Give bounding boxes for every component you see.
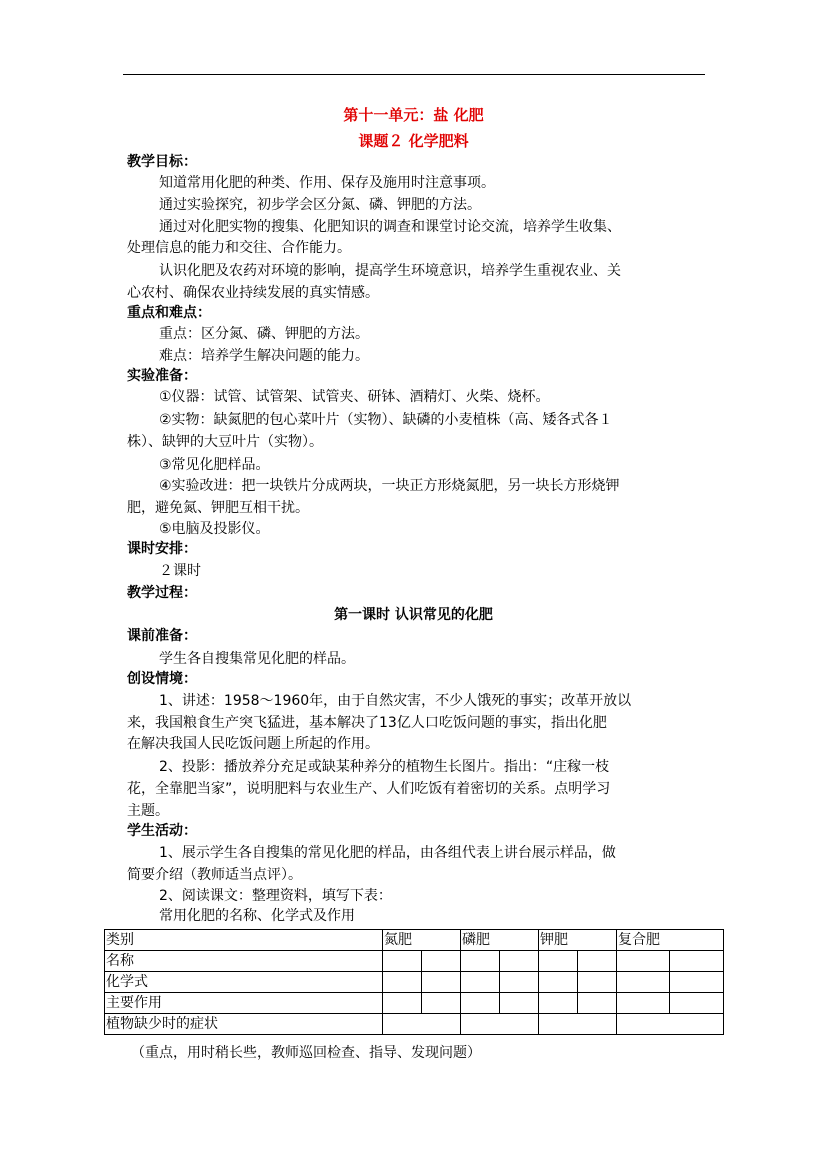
table-cell [617, 972, 670, 993]
activity-line: 1、展示学生各自搜集的常见化肥的样品，由各组代表上讲台展示样品，做 [159, 845, 616, 861]
time-value: ２课时 [159, 563, 201, 579]
table-cell [578, 951, 617, 972]
prep-line: 肥，避免氮、钾肥互相干扰。 [127, 500, 309, 516]
table-cell [383, 993, 422, 1014]
key-point: 重点：区分氮、磷、钾肥的方法。 [159, 326, 369, 342]
table-cell [383, 972, 422, 993]
prep-line: ④实验改进：把一块铁片分成两块，一块正方形烧氮肥，另一块长方形烧钾 [159, 478, 620, 494]
table-cell [500, 993, 539, 1014]
table-caption: 常用化肥的名称、化学式及作用 [159, 908, 355, 924]
table-cell [383, 1014, 461, 1035]
prep-heading: 实验准备： [127, 368, 197, 384]
prep-line: ①仪器：试管、试管架、试管夹、研钵、酒精灯、火柴、烧杯。 [159, 389, 550, 405]
unit-title: 第十一单元：盐 化肥 [343, 106, 484, 124]
table-header-cell: 类别 [105, 930, 383, 951]
goal-line: 知道常用化肥的种类、作用、保存及施用时注意事项。 [159, 175, 495, 191]
table-header-row [105, 930, 724, 951]
table-header-cell: 钾肥 [539, 930, 617, 951]
goal-line: 通过对化肥实物的搜集、化肥知识的调查和课堂讨论交流，培养学生收集、 [159, 219, 621, 235]
lesson-title: 课题２ 化学肥料 [358, 132, 469, 150]
table-cell [461, 1014, 539, 1035]
activity-line: 2、阅读课文：整理资料，填写下表： [159, 888, 392, 904]
goal-line: 认识化肥及农药对环境的影响，提高学生环境意识，培养学生重视农业、关 [159, 263, 621, 279]
table-cell [670, 951, 724, 972]
prep-line: ②实物：缺氮肥的包心菜叶片（实物）、缺磷的小麦植株（高、矮各式各１ [159, 412, 613, 428]
pre-heading: 课前准备： [127, 628, 197, 644]
row-label: 化学式 [105, 972, 383, 993]
table-cell [539, 972, 578, 993]
activity-line: 简要介绍（教师适当点评）。 [127, 867, 302, 883]
goal-line: 心农村、确保农业持续发展的真实情感。 [127, 285, 379, 301]
table-row [105, 951, 724, 972]
key-heading: 重点和难点： [127, 305, 211, 321]
table-cell [617, 1014, 724, 1035]
table-cell [670, 993, 724, 1014]
table-cell [670, 972, 724, 993]
table-cell [461, 993, 500, 1014]
fertilizer-table [104, 929, 724, 1035]
key-point: 难点：培养学生解决问题的能力。 [159, 348, 369, 364]
process-heading: 教学过程： [127, 585, 197, 601]
table-cell [500, 951, 539, 972]
table-cell [578, 993, 617, 1014]
row-label: 名称 [105, 951, 383, 972]
table-cell [539, 1014, 617, 1035]
scene-line: 2、投影：播放养分充足或缺某种养分的植物生长图片。指出：“庄稼一枝 [159, 759, 610, 775]
table-cell [422, 993, 461, 1014]
table-cell [461, 972, 500, 993]
table-cell [578, 972, 617, 993]
table-cell [422, 951, 461, 972]
table-cell [383, 951, 422, 972]
table-header-cell: 氮肥 [383, 930, 461, 951]
table-row [105, 1014, 724, 1035]
scene-line: 在解决我国人民吃饭问题上所起的作用。 [127, 736, 379, 752]
activity-heading: 学生活动： [127, 823, 197, 839]
row-label: 植物缺少时的症状 [105, 1014, 383, 1035]
table-header-cell: 磷肥 [461, 930, 539, 951]
row-label: 主要作用 [105, 993, 383, 1014]
table-cell [422, 972, 461, 993]
time-heading: 课时安排： [127, 541, 197, 557]
scene-line: 花，全靠肥当家”，说明肥料与农业生产、人们吃饭有着密切的关系。点明学习 [127, 781, 611, 797]
header-rule [123, 74, 705, 75]
scene-line: 来，我国粮食生产突飞猛进，基本解决了13亿人口吃饭问题的事实，指出化肥 [127, 715, 607, 731]
table-row [105, 993, 724, 1014]
pre-text: 学生各自搜集常见化肥的样品。 [159, 651, 355, 667]
table-cell [539, 951, 578, 972]
scene-heading: 创设情境： [127, 671, 197, 687]
table-cell [461, 951, 500, 972]
prep-line: 株）、缺钾的大豆叶片（实物）。 [127, 434, 323, 450]
table-header-cell: 复合肥 [617, 930, 724, 951]
goal-line: 处理信息的能力和交往、合作能力。 [127, 240, 351, 256]
goals-heading: 教学目标： [127, 154, 197, 170]
table-cell [617, 951, 670, 972]
prep-line: ③常见化肥样品。 [159, 457, 270, 473]
period-title: 第一课时 认识常见的化肥 [334, 607, 493, 623]
table-cell [617, 993, 670, 1014]
scene-line: 主题。 [127, 803, 169, 819]
scene-line: 1、讲述：1958～1960年，由于自然灾害，不少人饿死的事实；改革开放以 [159, 693, 632, 709]
table-cell [539, 993, 578, 1014]
goal-line: 通过实验探究，初步学会区分氮、磷、钾肥的方法。 [159, 197, 481, 213]
table-row [105, 972, 724, 993]
prep-line: ⑤电脑及投影仪。 [159, 521, 270, 537]
table-cell [500, 972, 539, 993]
table-note: （重点，用时稍长些，教师巡回检查、指导、发现问题） [131, 1045, 481, 1061]
